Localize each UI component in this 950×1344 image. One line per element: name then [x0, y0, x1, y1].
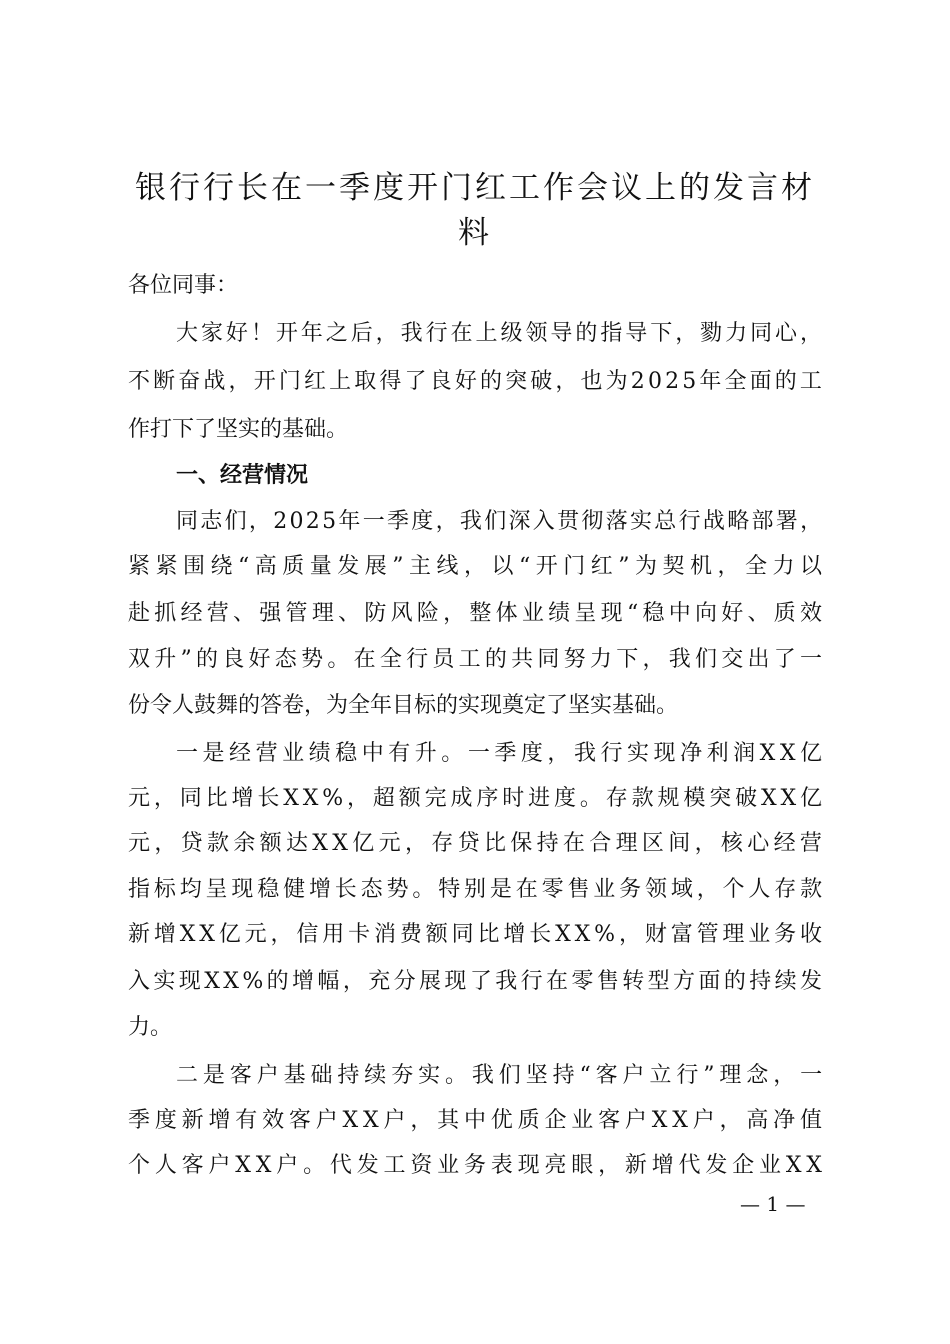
body-line: 力。 [128, 1015, 173, 1040]
body-line: 元，同比增长XX%，超额完成序时进度。存款规模突破XX亿 [128, 786, 826, 811]
body-line: 双升”的良好态势。在全行员工的共同努力下，我们交出了一 [128, 647, 827, 672]
body-line: 二是客户基础持续夯实。我们坚持“客户立行”理念，一 [176, 1063, 827, 1088]
body-line: 一是经营业绩稳中有升。一季度，我行实现净利润XX亿 [176, 741, 827, 766]
body-line: 个人客户XX户。代发工资业务表现亮眼，新增代发企业XX [128, 1153, 827, 1178]
page-number: — 1 — [740, 1192, 806, 1216]
body-line: 份令人鼓舞的答卷，为全年目标的实现奠定了坚实基础。 [128, 693, 679, 718]
body-line: 不断奋战，开门红上取得了良好的突破，也为2025年全面的工 [128, 369, 826, 394]
section-heading: 一、经营情况 [176, 463, 309, 488]
body-line: 元，贷款余额达XX亿元，存贷比保持在合理区间，核心经营 [128, 831, 827, 856]
body-line: 入实现XX%的增幅，充分展现了我行在零售转型方面的持续发 [128, 969, 826, 994]
body-line: 作打下了坚实的基础。 [128, 417, 349, 442]
body-line: 紧紧围绕“高质量发展”主线，以“开门红”为契机，全力以 [128, 554, 828, 579]
body-line: 大家好！开年之后，我行在上级领导的指导下，勠力同心， [176, 321, 825, 346]
body-line: 赴抓经营、强管理、防风险，整体业绩呈现“稳中向好、质效 [128, 601, 827, 626]
document-title: 银行行长在一季度开门红工作会议上的发言材料 [135, 170, 815, 251]
body-line: 季度新增有效客户XX户，其中优质企业客户XX户，高净值 [128, 1108, 827, 1133]
body-line: 同志们，2025年一季度，我们深入贯彻落实总行战略部署， [176, 509, 825, 534]
body-line: 新增XX亿元，信用卡消费额同比增长XX%，财富管理业务收 [128, 922, 826, 947]
body-line: 指标均呈现稳健增长态势。特别是在零售业务领域，个人存款 [128, 877, 826, 902]
salutation: 各位同事： [128, 273, 239, 298]
